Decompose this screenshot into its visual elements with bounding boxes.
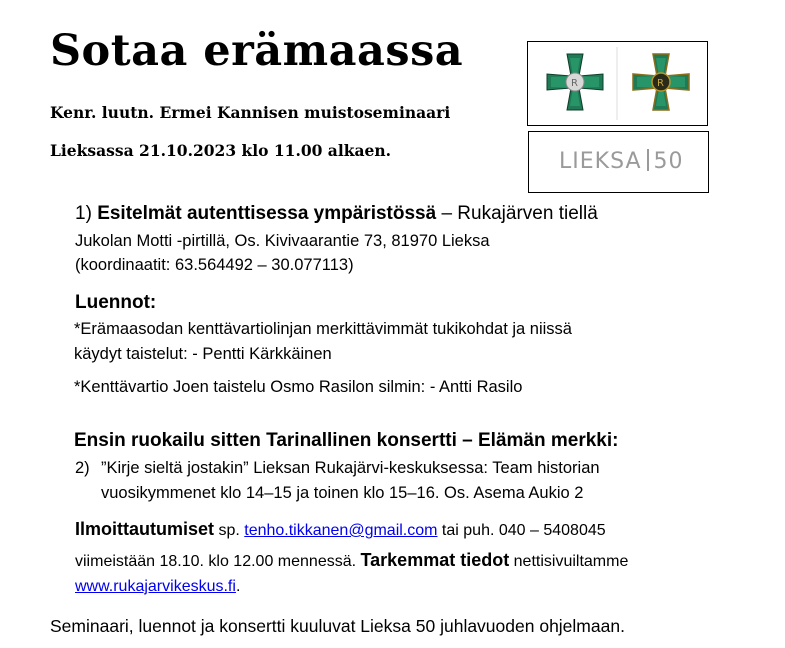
concert-line1: ”Kirje sieltä jostakin” Lieksan Rukajärvi-keskuksessa: Team historian bbox=[101, 459, 600, 477]
section1-address: Jukolan Motti -pirtillä, Os. Kivivaarantie 73, 81970 Lieksa bbox=[75, 232, 490, 250]
logo-text bbox=[559, 149, 684, 174]
email-link[interactable]: tenho.tikkanen@gmail.com bbox=[244, 522, 438, 539]
footer-note: Seminaari, luennot ja konsertti kuuluvat Lieksa 50 juhlavuoden ohjelmaan. bbox=[50, 616, 625, 636]
section1-bold: Esitelmät autenttisessa ympäristössä bbox=[97, 203, 437, 224]
registration-line1 bbox=[75, 519, 606, 540]
concert-heading: Ensin ruokailu sitten Tarinallinen konsertti – Elämän merkki: bbox=[74, 430, 619, 451]
svg-text:R: R bbox=[571, 78, 578, 89]
seminar-subtitle: Kenr. luutn. Ermei Kannisen muistoseminaari bbox=[50, 103, 451, 122]
registration-period: . bbox=[235, 578, 241, 595]
registration-web-text: nettisivuiltamme bbox=[509, 553, 629, 570]
registration-line2 bbox=[75, 550, 628, 571]
registration-deadline: viimeistään 18.10. klo 12.00 mennessä. bbox=[75, 553, 361, 570]
registration-phone: tai puh. 040 – 5408045 bbox=[437, 522, 606, 539]
concert-number: 2) bbox=[75, 459, 90, 477]
registration-bold: Ilmoittautumiset bbox=[75, 519, 215, 539]
section1-rest: – Rukajärven tiellä bbox=[436, 203, 598, 224]
crosses-image bbox=[527, 41, 708, 126]
section1-number: 1) bbox=[75, 203, 92, 224]
more-info-bold: Tarkemmat tiedot bbox=[360, 550, 510, 570]
two-green-cross-medals-icon bbox=[528, 42, 707, 125]
lecture-1-line2: käydyt taistelut: - Pentti Kärkkäinen bbox=[74, 345, 332, 363]
lieksa-50-logo bbox=[528, 131, 709, 193]
lecture-1-line1: *Erämaasodan kenttävartiolinjan merkittävimmät tukikohdat ja niissä bbox=[74, 320, 572, 338]
logo-separator bbox=[647, 149, 649, 171]
date-line: Lieksassa 21.10.2023 klo 11.00 alkaen. bbox=[50, 141, 392, 160]
registration-text1: sp. bbox=[214, 522, 245, 539]
logo-word: LIEKSA bbox=[559, 149, 642, 174]
logo-number: 50 bbox=[653, 149, 684, 174]
svg-text:R: R bbox=[657, 78, 664, 89]
section1-coordinates: (koordinaatit: 63.564492 – 30.077113) bbox=[75, 256, 354, 274]
website-link[interactable]: www.rukajarvikeskus.fi bbox=[75, 578, 236, 595]
registration-line3 bbox=[75, 578, 240, 596]
section1-heading bbox=[75, 203, 598, 225]
concert-line2: vuosikymmenet klo 14–15 ja toinen klo 15–16. Os. Asema Aukio 2 bbox=[101, 484, 584, 502]
lectures-heading: Luennot: bbox=[75, 292, 157, 313]
page-title: Sotaa erämaassa bbox=[50, 26, 464, 76]
lecture-2: *Kenttävartio Joen taistelu Osmo Rasilon silmin: - Antti Rasilo bbox=[74, 378, 523, 396]
